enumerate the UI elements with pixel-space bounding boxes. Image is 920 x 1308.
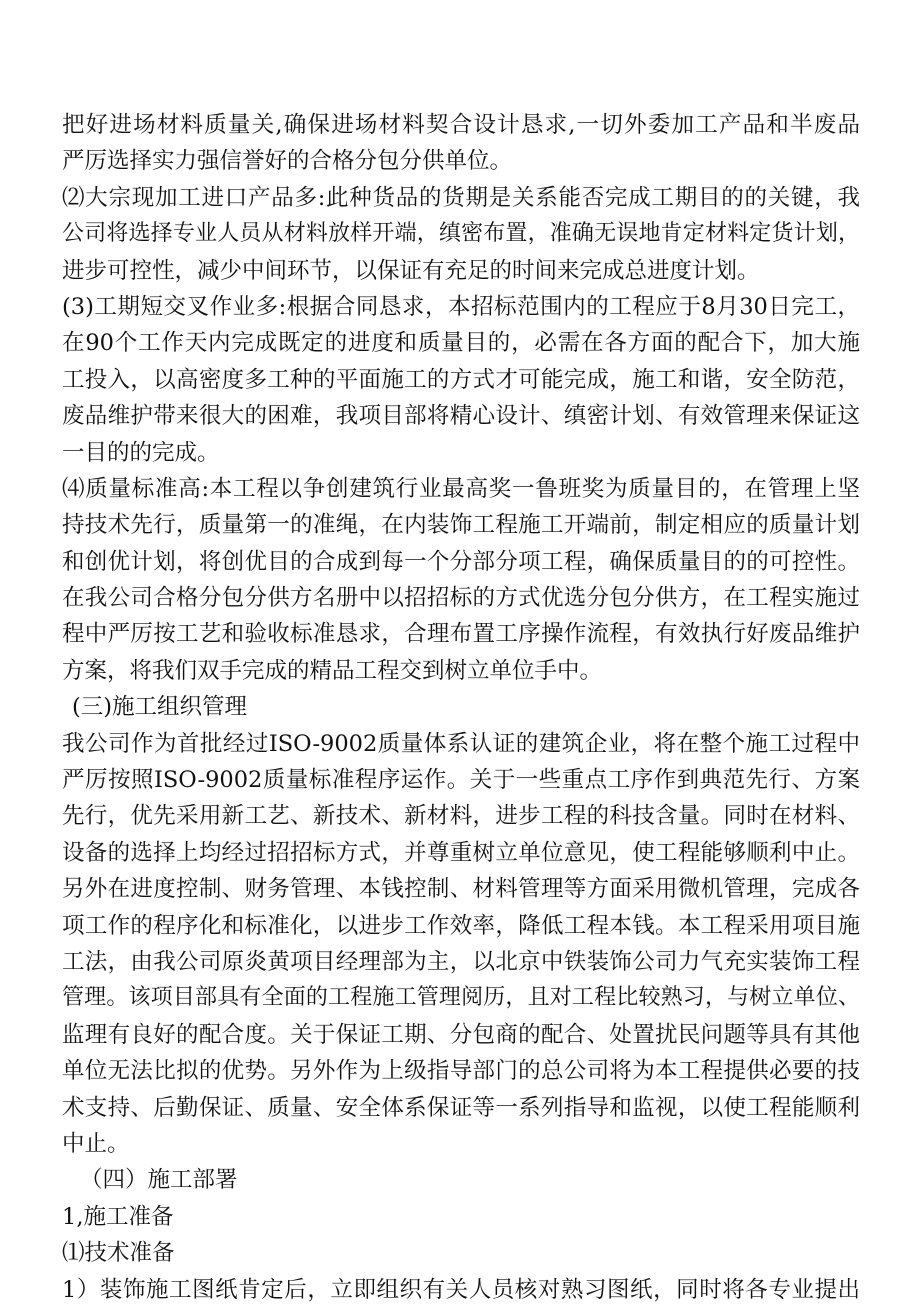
- subsection-heading: ⑴技术准备: [62, 1240, 175, 1267]
- text-line: 工法，由我公司原炎黄项目经理部为主，以北京中铁装饰公司力气充实装饰工程: [62, 948, 860, 975]
- text-line: 进步可控性，减少中间环节，以保证有充足的时间来完成总进度计划。: [62, 257, 760, 284]
- text-line: 程中严厉按工艺和验收标准恳求，合理布置工序操作流程，有效执行好废品维护: [62, 621, 860, 648]
- text-line: 单位无法比拟的优势。另外作为上级指导部门的总公司将为本工程提供必要的技: [62, 1058, 860, 1085]
- text-line: 废品维护带来很大的困难，我项目部将精心设计、缜密计划、有效管理来保证这: [62, 403, 860, 430]
- subsection-heading: 1,施工准备: [62, 1203, 174, 1230]
- document-page: [62, 107, 860, 1308]
- text-line: 和创优计划，将创优目的合成到每一个分部分项工程，确保质量目的的可控性。: [62, 548, 860, 575]
- text-line: 项工作的程序化和标准化，以进步工作效率，降低工程本钱。本工程采用项目施: [62, 912, 860, 939]
- text-line: ⑵大宗现加工进口产品多:此种货品的货期是关系能否完成工期目的的关键，我: [62, 184, 860, 211]
- text-line: 严厉按照ISO-9002质量标准程序运作。关于一些重点工序作到典范先行、方案: [62, 767, 860, 794]
- text-line: ⑷质量标准高:本工程以争创建筑行业最高奖一鲁班奖为质量目的，在管理上坚: [62, 475, 860, 502]
- text-line: 在我公司合格分包分供方名册中以招招标的方式优选分包分供方，在工程实施过: [62, 585, 860, 612]
- text-line: 工投入，以高密度多工种的平面施工的方式才可能完成，施工和谐，安全防范，: [62, 366, 860, 393]
- text-line: 1）装饰施工图纸肯定后，立即组织有关人员核对熟习图纸，同时将各专业提出: [62, 1276, 860, 1303]
- section-heading: (三)施工组织管理: [72, 694, 248, 721]
- text-line: 先行，优先采用新工艺、新技术、新材料，进步工程的科技含量。同时在材料、: [62, 803, 860, 830]
- text-line: 另外在进度控制、财务管理、本钱控制、材料管理等方面采用微机管理，完成各: [62, 876, 860, 903]
- text-line: 严厉选择实力强信誉好的合格分包分供单位。: [62, 148, 513, 175]
- text-line: 一目的的完成。: [62, 439, 220, 466]
- text-line: 方案，将我们双手完成的精品工程交到树立单位手中。: [62, 657, 603, 684]
- text-line: 在90个工作天内完成既定的进度和质量目的，必需在各方面的配合下，加大施: [62, 330, 860, 357]
- text-line: 设备的选择上均经过招招标方式，并尊重树立单位意见，使工程能够顺利中止。: [62, 839, 860, 866]
- text-line: 中止。: [62, 1130, 130, 1157]
- text-line: 公司将选择专业人员从材料放样开端，缜密布置，准确无误地肯定材料定货计划，: [62, 221, 860, 247]
- text-line: 监理有良好的配合度。关于保证工期、分包商的配合、处置扰民问题等具有其他: [62, 1021, 860, 1048]
- text-line: 我公司作为首批经过ISO-9002质量体系认证的建筑企业，将在整个施工过程中: [62, 730, 860, 757]
- text-line: 把好进场材料质量关,确保进场材料契合设计恳求,一切外委加工产品和半废品: [62, 112, 860, 138]
- text-line: 术支持、后勤保证、质量、安全体系保证等一系列指导和监视，以使工程能顺利: [62, 1094, 860, 1121]
- text-line: 管理。该项目部具有全面的工程施工管理阅历，且对工程比较熟习，与树立单位、: [62, 985, 860, 1011]
- text-line: (3)工期短交叉作业多:根据合同恳求，本招标范围内的工程应于8月30日完工，: [62, 293, 860, 320]
- text-line: 持技术先行，质量第一的准绳，在内装饰工程施工开端前，制定相应的质量计划: [62, 512, 860, 539]
- section-heading: （四）施工部署: [80, 1167, 238, 1194]
